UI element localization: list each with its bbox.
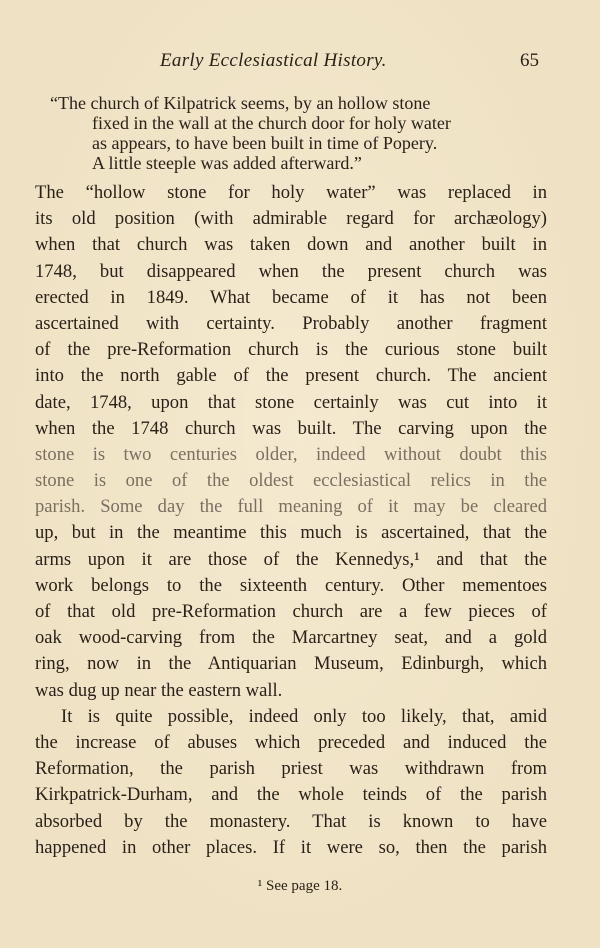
text-line: ring, now in the Antiquarian Museum, Edinburgh, which (35, 653, 547, 675)
text-line: of that old pre-Reformation church are a few pieces of (35, 601, 547, 622)
footnote: ¹ See page 18. (257, 878, 343, 894)
text-line: ascertained with certainty. Probably another fragment (35, 312, 547, 334)
text-line: stone is one of the oldest ecclesiastical relics in the (35, 470, 547, 492)
quote-line: fixed in the wall at the church door for holy water (92, 113, 451, 133)
text-line: It is quite possible, indeed only too likely, that, amid (61, 705, 547, 727)
text-line: date, 1748, upon that stone certainly was cut into it (35, 391, 547, 413)
text-line: work belongs to the sixteenth century. Other mementoes (35, 574, 547, 596)
text-line: up, but in the meantime this much is ascertained, that the (35, 522, 547, 544)
block-quote (50, 93, 550, 173)
text-line: into the north gable of the present church. The ancient (35, 365, 547, 387)
text-line: happened in other places. If it were so, then the parish (35, 836, 547, 858)
running-title: Early Ecclesiastical History. (160, 50, 387, 71)
text-line: when that church was taken down and another built in (35, 234, 547, 256)
text-line: absorbed by the monastery. That is known to have (35, 810, 547, 832)
text-line: oak wood-carving from the Marcartney seat, and a gold (35, 627, 547, 649)
text-line: Kirkpatrick-Durham, and the whole teinds of the parish (35, 784, 547, 806)
text-line: Reformation, the parish priest was withdrawn from (35, 758, 547, 780)
page-number: 65 (520, 50, 539, 71)
quote-line: “The church of Kilpatrick seems, by an hollow stone (50, 93, 431, 113)
text-line: erected in 1849. What became of it has not been (35, 286, 547, 308)
text-line: its old position (with admirable regard for archæology) (35, 208, 547, 230)
text-line: of the pre-Reformation church is the curious stone built (35, 339, 547, 361)
text-line: the increase of abuses which preceded and induced the (35, 731, 547, 753)
text-line: stone is two centuries older, indeed without doubt this (35, 443, 547, 465)
text-line: The “hollow stone for holy water” was replaced in (35, 182, 547, 203)
quote-line: as appears, to have been built in time of Popery. (92, 133, 438, 153)
text-line: was dug up near the eastern wall. (35, 679, 283, 701)
text-line: arms upon it are those of the Kennedys,¹ and that the (35, 548, 547, 570)
page-header (0, 50, 600, 78)
text-line: parish. Some day the full meaning of it may be cleared (35, 496, 547, 518)
body-text (35, 180, 547, 861)
quote-line: A little steeple was added afterward.” (92, 153, 362, 173)
text-line: 1748, but disappeared when the present church was (35, 260, 547, 282)
text-line: when the 1748 church was built. The carving upon the (35, 417, 547, 439)
